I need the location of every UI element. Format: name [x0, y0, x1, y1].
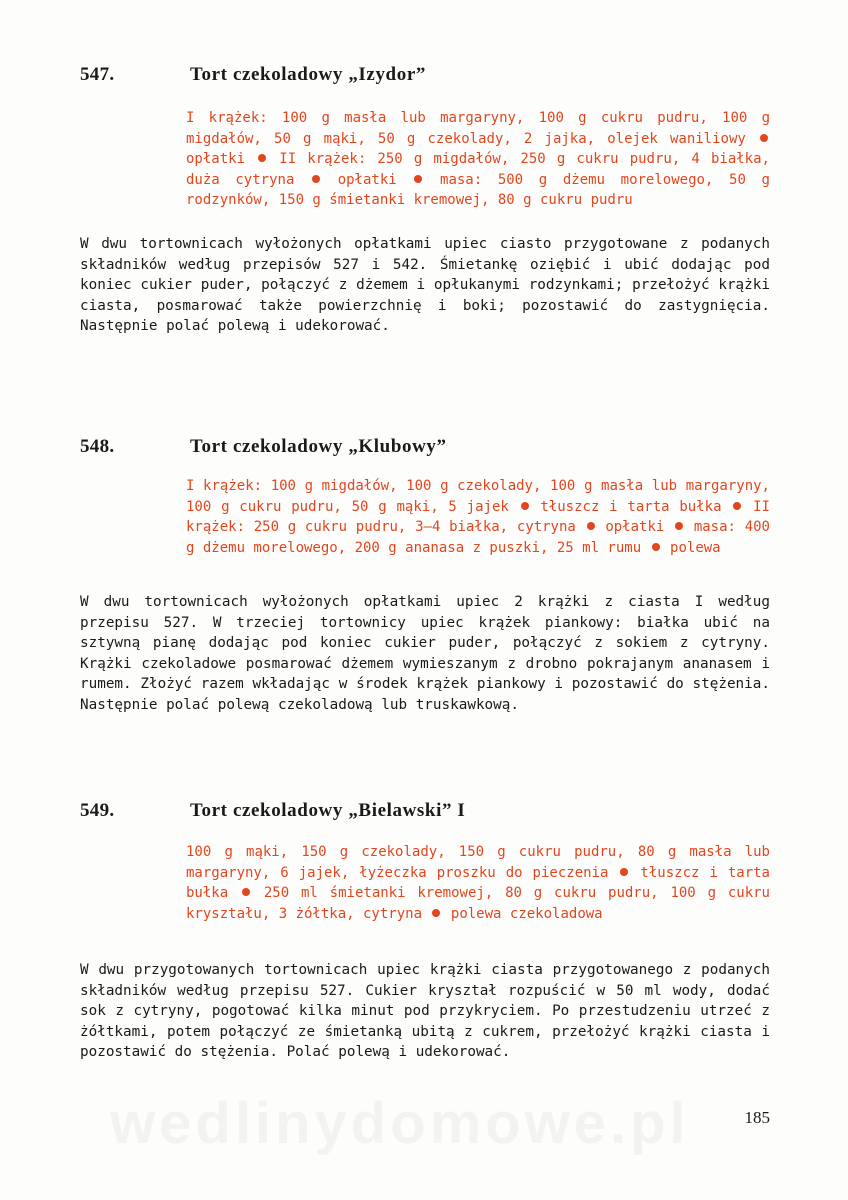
- bullet-icon: [242, 888, 250, 896]
- bullet-icon: [432, 909, 440, 917]
- recipe-title: Tort czekoladowy „Izydor”: [190, 64, 426, 85]
- ingredient-group: I krążek: 100 g migdałów, 100 g czekolady, 100 g masła lub margaryny, 100 g cukru pudru, 50 g mąki, 5 jajek: [186, 478, 770, 515]
- instructions: W dwu przygotowanych tortownicach upiec krążki ciasta przygotowanego z podanych składników według przepisu 527. Cukier kryształ rozpuścić w 50 ml wody, dodać sok z cytryny, pogotować kilka minut pod przykryciem. Po przestudzeniu utrzeć z żółtkami, potem połączyć ze śmietanką ubitą z cukrem, przełożyć krążki ciasta i pozostawić do stężenia. Polać polewą i udekorować.: [80, 962, 770, 1060]
- ingredient-group: masa: 500 g dżemu morelowego, 50 g rodzynków, 150 g śmietanki kremowej, 80 g cukru pudru: [186, 171, 770, 208]
- bullet-icon: [760, 134, 768, 142]
- recipe-title: Tort czekoladowy „Klubowy”: [190, 436, 447, 457]
- ingredients-list: [186, 476, 770, 558]
- ingredient-group: tłuszcz i tarta bułka: [186, 864, 770, 901]
- page-number: 185: [744, 1108, 770, 1127]
- recipe-number: 547.: [80, 64, 115, 85]
- bullet-icon: [587, 522, 595, 530]
- instructions: W dwu tortownicach wyłożonych opłatkami upiec ciasto przygotowane z podanych składników według przepisów 527 i 542. Śmietankę oziębić i ubić dodając pod koniec cukier puder, połączyć z dżemem i opłukanymi rodzynkami; przełożyć krążki ciasta, posmarować także powierzchnię i boki; pozostawić do zastygnięcia. Następnie polać polewą i udekorować.: [80, 236, 770, 334]
- bullet-icon: [652, 543, 660, 551]
- ingredient-group: polewa: [670, 539, 721, 556]
- bullet-icon: [521, 502, 529, 510]
- ingredient-group: 100 g mąki, 150 g czekolady, 150 g cukru pudru, 80 g masła lub margaryny, 6 jajek, łyżeczka proszku do pieczenia: [186, 844, 770, 881]
- recipe-number: 548.: [80, 436, 115, 457]
- bullet-icon: [312, 175, 320, 183]
- recipe-number: 549.: [80, 800, 115, 821]
- ingredient-group: 250 ml śmietanki kremowej, 80 g cukru pudru, 100 g cukru kryształu, 3 żółtka, cytryna: [186, 885, 770, 922]
- watermark: wedlinydomowe.pl: [110, 1091, 690, 1156]
- ingredient-group: II krążek: 250 g cukru pudru, 3—4 białka, cytryna: [186, 498, 770, 535]
- ingredient-group: opłatki: [337, 171, 397, 188]
- bullet-icon: [675, 522, 683, 530]
- ingredient-group: II krążek: 250 g migdałów, 250 g cukru pudru, 4 białka, duża cytryna: [186, 151, 770, 188]
- ingredient-group: masa: 400 g dżemu morelowego, 200 g ananasa z puszki, 25 ml rumu: [186, 519, 770, 556]
- instructions: W dwu tortownicach wyłożonych opłatkami upiec 2 krążki z ciasta I według przepisu 527. W trzeciej tortownicy upiec krążek piankowy: białka ubić na sztywną pianę dodając pod koniec cukier puder, połączyć z sokiem z cytryny. Krążki czekoladowe posmarować dżemem wymieszanym z drobno pokrajanym ananasem i rumem. Złożyć razem wkładając w środek krążek piankowy i pozostawić do stężenia. Następnie polać polewą czekoladową lub truskawkową.: [80, 594, 770, 713]
- recipe-548: [0, 436, 848, 713]
- ingredients-list: [186, 108, 770, 211]
- recipe-header: [0, 436, 848, 466]
- ingredient-group: tłuszcz i tarta bułka: [540, 498, 722, 515]
- bullet-icon: [258, 154, 266, 162]
- ingredient-group: opłatki: [186, 151, 246, 167]
- recipe-header: [0, 64, 848, 94]
- ingredient-group: opłatki: [605, 519, 665, 535]
- recipe-547: [0, 64, 848, 334]
- recipe-header: [0, 800, 848, 830]
- recipe-title: Tort czekoladowy „Bielawski” I: [190, 800, 466, 821]
- ingredient-group: polewa czekoladowa: [450, 905, 603, 922]
- recipe-549: [0, 800, 848, 1060]
- bullet-icon: [733, 502, 741, 510]
- bullet-icon: [414, 175, 422, 183]
- ingredients-list: [186, 842, 770, 924]
- bullet-icon: [620, 868, 628, 876]
- ingredient-group: I krążek: 100 g masła lub margaryny, 100 g cukru pudru, 100 g migdałów, 50 g mąki, 50 g czekolady, 2 jajka, olejek waniliowy: [186, 110, 770, 147]
